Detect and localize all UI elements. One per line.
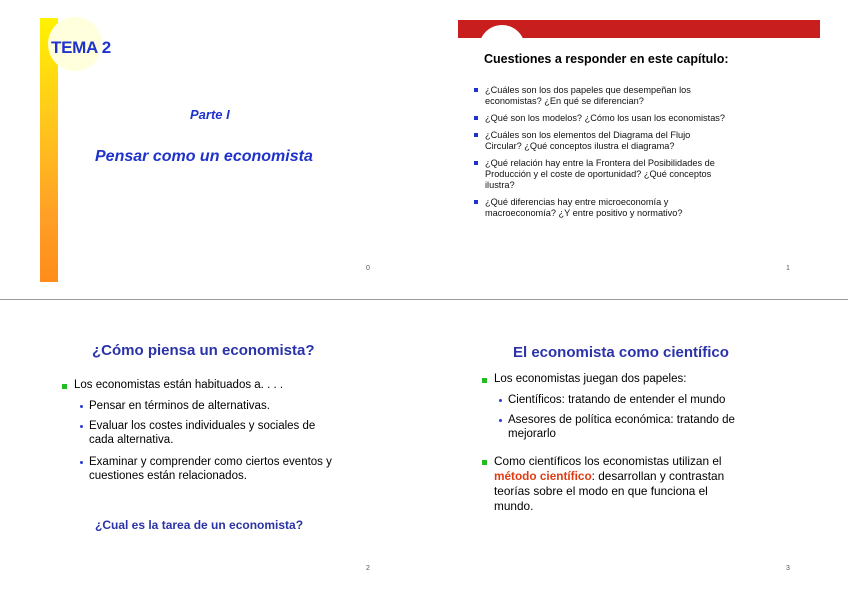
question-list bbox=[472, 85, 797, 225]
square-bullet-icon bbox=[482, 378, 487, 383]
dot-bullet-icon bbox=[80, 425, 83, 428]
list-item: ¿Qué relación hay entre la Frontera del Posibilidades de Producción y el coste de oportunidad? ¿Qué conceptos ilustra? bbox=[472, 158, 797, 191]
list-item: ¿Cuáles son los elementos del Diagrama del Flujo Circular? ¿Qué conceptos ilustra el diagrama? bbox=[472, 130, 797, 152]
square-bullet-icon bbox=[482, 460, 487, 465]
square-bullet-icon bbox=[474, 88, 478, 92]
sub-bullet: Examinar y comprender como ciertos eventos y cuestiones están relacionados. bbox=[89, 456, 332, 482]
dot-bullet-icon bbox=[499, 399, 502, 402]
sub-bullet: Científicos: tratando de entender el mundo bbox=[508, 394, 726, 406]
slide-part: Parte I bbox=[190, 107, 230, 122]
dot-bullet-icon bbox=[80, 405, 83, 408]
page-number: 1 bbox=[786, 265, 790, 272]
square-bullet-icon bbox=[474, 200, 478, 204]
highlighted-term: método científico bbox=[494, 469, 592, 483]
slide-2 bbox=[0, 300, 424, 599]
main-bullet: Los economistas juegan dos papeles: bbox=[494, 373, 687, 385]
dot-bullet-icon bbox=[499, 419, 502, 422]
square-bullet-icon bbox=[474, 161, 478, 165]
slide-subtitle: Pensar como un economista bbox=[95, 148, 313, 165]
slide-title: TEMA 2 bbox=[51, 38, 111, 57]
list-item: ¿Qué diferencias hay entre microeconomía y macroeconomía? ¿Y entre positivo y normativo? bbox=[472, 197, 797, 219]
slide-heading: El economista como científico bbox=[513, 344, 729, 361]
main-bullet: Los economistas están habituados a. . . . bbox=[74, 379, 284, 391]
slide-question: ¿Cual es la tarea de un economista? bbox=[95, 518, 304, 532]
list-item: ¿Qué son los modelos? ¿Cómo los usan los economistas? bbox=[472, 113, 797, 124]
second-bullet: Como científicos los economistas utilizan el método científico: desarrollan y contrastan teorías sobre el modo en que funciona el mundo. bbox=[494, 454, 725, 513]
sub-bullet: Pensar en términos de alternativas. bbox=[89, 400, 270, 412]
slide-0 bbox=[0, 0, 424, 299]
square-bullet-icon bbox=[62, 384, 67, 389]
page-number: 2 bbox=[366, 565, 370, 572]
dot-bullet-icon bbox=[80, 461, 83, 464]
slide-heading: Cuestiones a responder en este capítulo: bbox=[484, 52, 729, 66]
slide-1 bbox=[424, 0, 848, 299]
slide-heading: ¿Cómo piensa un economista? bbox=[92, 342, 315, 359]
slide-3 bbox=[424, 300, 848, 599]
sub-bullet: Asesores de política económica: tratando de mejorarlo bbox=[508, 414, 735, 440]
list-item: ¿Cuáles son los dos papeles que desempeñan los economistas? ¿En qué se diferencian? bbox=[472, 85, 797, 107]
page-number: 0 bbox=[366, 265, 370, 272]
square-bullet-icon bbox=[474, 116, 478, 120]
sub-bullet: Evaluar los costes individuales y sociales de cada alternativa. bbox=[89, 420, 316, 446]
page-number: 3 bbox=[786, 565, 790, 572]
square-bullet-icon bbox=[474, 133, 478, 137]
